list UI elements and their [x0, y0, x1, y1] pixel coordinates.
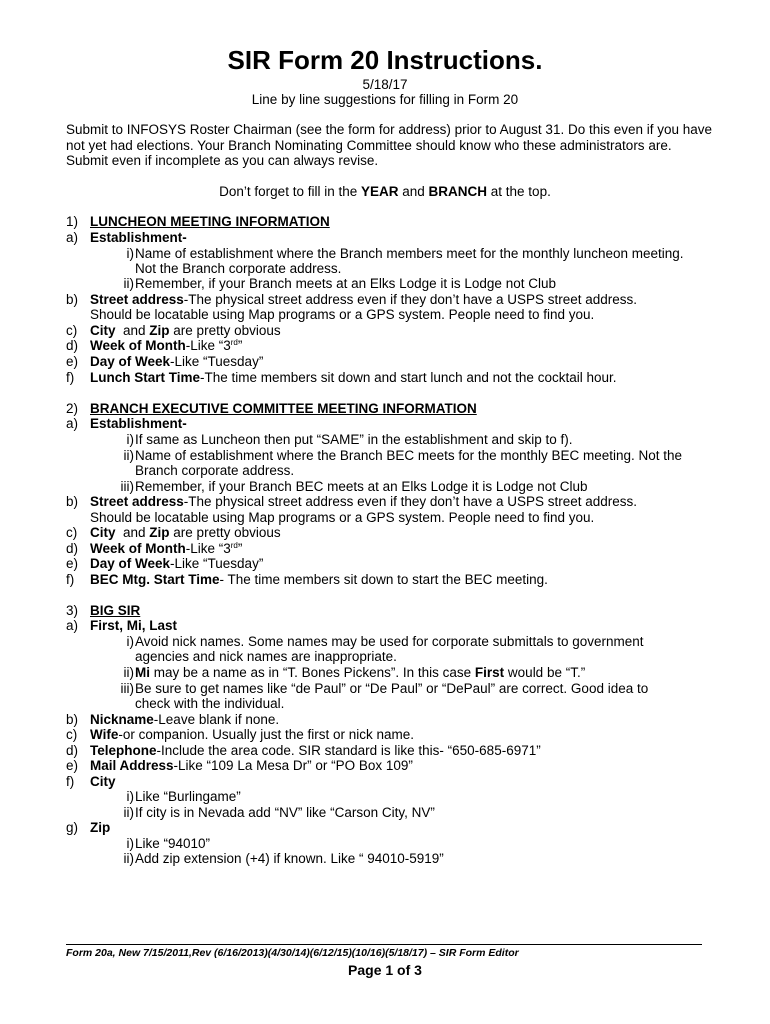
intro-paragraph: Submit to INFOSYS Roster Chairman (see the form for address) prior to August 31. Do this even if you have not yet had elections. Your Branch Nominating Committee should know who these administrators are. Submit even if incomplete as you can always revise. [66, 122, 713, 169]
year-term: YEAR [360, 184, 399, 199]
year-branch-reminder: Don’t forget to fill in the YEAR and BRANCH at the top. [219, 184, 551, 199]
document-page: SIR Form 20 Instructions. 5/18/17 Line by line suggestions for filling in Form 20 Submit to INFOSYS Roster Chairman (see the form for address) prior to August 31. Do this even if you have not yet had elections. Your Branch Nominating Committee should know who these administrators are. Submit even if incomplete as you can always revise. Don’t forget to fill in the YEAR and BRANCH at the top. 1) LUNCHEON MEETING INFORMATION a) Establishment- i) Name of establishment where the Branch members meet for the monthly luncheon meeting. Not the Branch corporate address. ii) Remember, if your Branch meets at an Elks Lodge it is Lodge not Club b) Street address-The physical street address even if they don’t have a USPS street address. Should be locatable using Map programs or a GPS system. People need to find you. c) City and Zip are pretty obvious d) Week of Month-Like “3rd” e) Day of Week-Like “Tuesday” f) Lunch Start Time-The time members sit down and start lunch and not the cocktail hour. 2) BRANCH EXECUTIVE COMMITTEE MEETING INFORMATION a) Establishment- i) If same as Luncheon then put “SAME” in the establishment and skip to f). ii) Name of establishment where the Branch BEC meets for the monthly BEC meeting. Not the Branch corporate address. iii) Remember, if your Branch BEC meets at an Elks Lodge it is Lodge not Club b) Street address-The physical street address even if they don’t have a USPS street address. Should be locatable using Map programs or a GPS system. People need to find you. c) City and Zip are pretty obvious d) Week of Month-Like “3rd” e) Day of Week-Like “Tuesday” f) BEC Mtg. Start Time- The time members sit down to start the BEC meeting. 3) BIG SIR a) First, Mi, Last i) Avoid nick names. Some names may be used for corporate submittals to government agencies and nick names are inappropriate. ii) Mi may be a name as in “T. Bones Pickens”. In this case First would be “T.” iii) Be sure to get names like “de Paul” or “De Paul” or “DePaul” are correct. Good idea to check with the individual. b) Nickname-Leave blank if none. c) Wife-or companion. Usually just the first or nick name. d) Telephone-Include the area code. SIR standard is like this- “650-685-6971” e) Mail Address-Like “109 La Mesa Dr” or “PO Box 109” f) City i) Like “Burlingame” ii) If city is in Nevada add “NV” like “Carson City, NV” g) Zip i) Like “94010” ii) Add zip extension (+4) if known. Like “ 94010-5919” Form 20a, New 7/15/2011,Rev (6/16/2013)(4/30/14)(6/12/15)(10/16)(5/18/17) – SIR Form Editor Page 1 of 3 [0, 0, 770, 1024]
branch-term: BRANCH [428, 184, 488, 199]
footer-divider [66, 944, 702, 945]
page-number: Page 1 of 3 [348, 962, 422, 978]
footer-revision: Form 20a, New 7/15/2011,Rev (6/16/2013)(4/30/14)(6/12/15)(10/16)(5/18/17) – SIR Form Editor [66, 947, 519, 959]
page-title: SIR Form 20 Instructions. [227, 45, 543, 75]
document-date: 5/18/17 [362, 77, 408, 92]
page-subtitle: Line by line suggestions for filling in Form 20 [251, 92, 519, 107]
